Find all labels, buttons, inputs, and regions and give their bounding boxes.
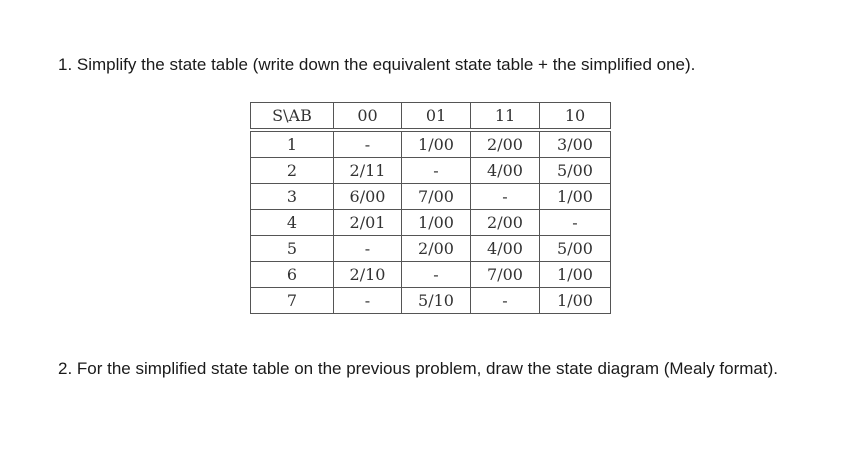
transition-cell: - — [334, 288, 402, 314]
transition-cell: 4/00 — [471, 158, 540, 184]
transition-cell: 1/00 — [540, 184, 611, 210]
transition-cell: 2/00 — [402, 236, 471, 262]
state-cell: 5 — [251, 236, 334, 262]
transition-cell: - — [334, 130, 402, 158]
transition-cell: - — [402, 262, 471, 288]
table-row — [251, 288, 611, 314]
transition-cell: 2/11 — [334, 158, 402, 184]
transition-cell: - — [402, 158, 471, 184]
table-row — [251, 184, 611, 210]
transition-cell: - — [334, 236, 402, 262]
transition-cell: 7/00 — [402, 184, 471, 210]
table-row — [251, 210, 611, 236]
transition-cell: 3/00 — [540, 130, 611, 158]
header-cell: 01 — [402, 103, 471, 131]
transition-cell: - — [471, 184, 540, 210]
state-cell: 2 — [251, 158, 334, 184]
transition-cell: 1/00 — [540, 262, 611, 288]
transition-cell: 5/00 — [540, 158, 611, 184]
state-cell: 3 — [251, 184, 334, 210]
table-row — [251, 130, 611, 158]
table-row — [251, 158, 611, 184]
transition-cell: 4/00 — [471, 236, 540, 262]
transition-cell: - — [540, 210, 611, 236]
state-cell: 1 — [251, 130, 334, 158]
transition-cell: 2/01 — [334, 210, 402, 236]
transition-cell: 2/00 — [471, 210, 540, 236]
header-cell: S\AB — [251, 103, 334, 131]
transition-cell: - — [471, 288, 540, 314]
table-row — [251, 262, 611, 288]
transition-cell: 2/00 — [471, 130, 540, 158]
transition-cell: 1/00 — [402, 210, 471, 236]
transition-cell: 1/00 — [402, 130, 471, 158]
table-header-row — [251, 103, 611, 131]
transition-cell: 2/10 — [334, 262, 402, 288]
header-cell: 11 — [471, 103, 540, 131]
question-2: 2. For the simplified state table on the previous problem, draw the state diagram (Mealy format). — [58, 359, 778, 378]
state-table — [250, 102, 611, 314]
header-cell: 00 — [334, 103, 402, 131]
state-cell: 6 — [251, 262, 334, 288]
transition-cell: 1/00 — [540, 288, 611, 314]
transition-cell: 5/00 — [540, 236, 611, 262]
state-cell: 4 — [251, 210, 334, 236]
question-1: 1. Simplify the state table (write down the equivalent state table + the simplified one). — [58, 55, 696, 74]
header-cell: 10 — [540, 103, 611, 131]
transition-cell: 6/00 — [334, 184, 402, 210]
transition-cell: 5/10 — [402, 288, 471, 314]
transition-cell: 7/00 — [471, 262, 540, 288]
state-cell: 7 — [251, 288, 334, 314]
table-row — [251, 236, 611, 262]
